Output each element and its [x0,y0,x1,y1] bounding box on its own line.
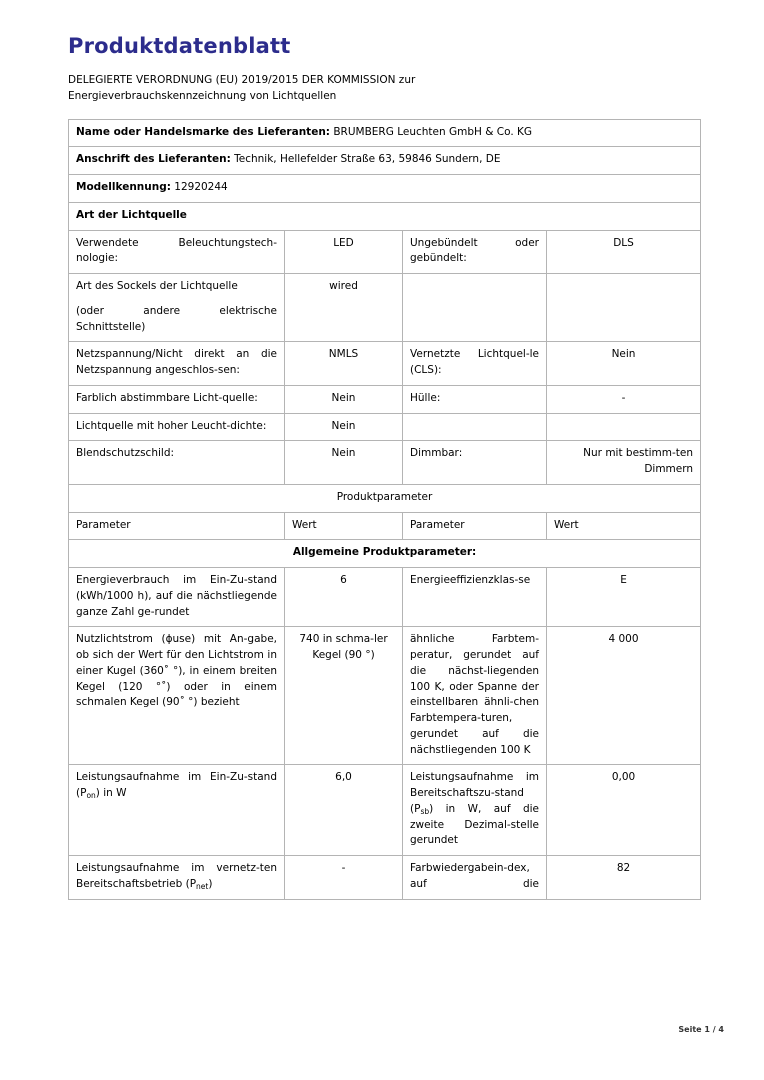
row-value: - [285,856,403,900]
section-title-product-parameters: Produktparameter [69,484,701,512]
row-value: Nein [285,441,403,485]
datasheet-table [68,119,701,900]
row-value-2: 82 [547,856,701,900]
section-title-general-parameters: Allgemeine Produktparameter: [69,540,701,568]
table-row [69,230,701,274]
row-label-2 [403,274,547,342]
table-row [69,385,701,413]
row-label: Energieverbrauch im Ein-Zu-stand (kWh/1000 h), auf die nächstliegende ganze Zahl ge-rundet [69,568,285,627]
section-header-product-parameters [69,484,701,512]
row-label: Verwendete Beleuchtungstech-nologie: [69,230,285,274]
row-label-2: Energieeffizienzklas-se [403,568,547,627]
table-row [69,342,701,386]
section-title-light-source-type: Art der Lichtquelle [69,202,701,230]
row-label-2 [403,413,547,441]
col-header-parameter: Parameter [69,512,285,540]
supplier-address-cell [69,147,701,175]
table-row [69,413,701,441]
table-row-parameter-header [69,512,701,540]
row-value-2: Nur mit bestimm-ten Dimmern [547,441,701,485]
row-label-2: Hülle: [403,385,547,413]
row-value: 6,0 [285,765,403,856]
row-label-2: Leistungsaufnahme im Bereitschaftszu-stand $(P_{sb})$ in W, auf die zweite Dezimal-stelle gerundet [403,765,547,856]
table-row [69,856,701,900]
supplier-address-value: Technik, Hellefelder Straße 63, 59846 Sundern, DE [234,153,501,166]
row-label: Nutzlichtstrom (ɸuse) mit An-gabe, ob sich der Wert für den Lichtstrom in einer Kugel (360˚ °), in einem breiten Kegel (120 °˚) oder in einem schmalen Kegel (90˚ °) bezieht [69,627,285,765]
row-value-2 [547,413,701,441]
page-title: Produktdatenblatt [68,34,291,58]
row-value-2: E [547,568,701,627]
row-label: Farblich abstimmbare Licht-quelle: [69,385,285,413]
regulation-subtitle [68,72,588,105]
row-label-extra: (oder andere elektrische Schnittstelle) [76,304,277,333]
row-value: NMLS [285,342,403,386]
row-label: Leistungsaufnahme im Ein-Zu-stand $(P_{on})$ in W [69,765,285,856]
row-label: Netzspannung/Nicht direkt an die Netzspannung angeschlos-sen: [69,342,285,386]
supplier-name-cell [69,119,701,147]
row-label: Lichtquelle mit hoher Leucht-dichte: [69,413,285,441]
row-label-main: Art des Sockels der Lichtquelle [76,280,238,293]
row-label-2: Ungebündelt oder gebündelt: [403,230,547,274]
row-label-2: Vernetzte Lichtquel-le (CLS): [403,342,547,386]
row-label-2: ähnliche Farbtem-peratur, gerundet auf die nächst-liegenden 100 K, oder Spanne der einstellbaren ähnli-chen Farbtempera-turen, gerundet auf die nächstliegenden 100 K [403,627,547,765]
col-header-wert: Wert [285,512,403,540]
row-label: Blendschutzschild: [69,441,285,485]
row-label [69,274,285,342]
table-row-model [69,175,701,203]
table-row-supplier-name [69,119,701,147]
row-value: wired [285,274,403,342]
row-value-2: - [547,385,701,413]
table-row-supplier-address [69,147,701,175]
row-value-2 [547,274,701,342]
row-value-2: 0,00 [547,765,701,856]
col-header-wert-2: Wert [547,512,701,540]
section-header-light-source-type [69,202,701,230]
row-value: Nein [285,413,403,441]
row-value: LED [285,230,403,274]
row-value: Nein [285,385,403,413]
model-value: 12920244 [174,181,228,194]
supplier-name-label: Name oder Handelsmarke des Lieferanten: [76,125,330,138]
table-row [69,441,701,485]
section-header-general-parameters [69,540,701,568]
row-label: Leistungsaufnahme im vernetz-ten Bereitschaftsbetrieb $(P_{net})$ [69,856,285,900]
table-row [69,568,701,627]
table-row [69,274,701,342]
model-cell [69,175,701,203]
row-label-2: Dimmbar: [403,441,547,485]
table-row [69,627,701,765]
row-value-2: Nein [547,342,701,386]
row-value-2: DLS [547,230,701,274]
model-label: Modellkennung: [76,181,171,194]
page-footer: Seite 1 / 4 [678,1025,724,1034]
table-row [69,765,701,856]
supplier-address-label: Anschrift des Lieferanten: [76,153,231,166]
row-value-2: 4 000 [547,627,701,765]
row-value: 6 [285,568,403,627]
regulation-subtitle-line1: DELEGIERTE VERORDNUNG (EU) 2019/2015 DER KOMMISSION zur [68,74,416,86]
col-header-parameter-2: Parameter [403,512,547,540]
supplier-name-value: BRUMBERG Leuchten GmbH & Co. KG [333,125,533,138]
row-label-2: Farbwiedergabein-dex, auf die [403,856,547,900]
regulation-subtitle-line2: Energieverbrauchskennzeichnung von Lichtquellen [68,90,337,103]
row-value: 740 in schma-ler Kegel (90 °) [285,627,403,765]
